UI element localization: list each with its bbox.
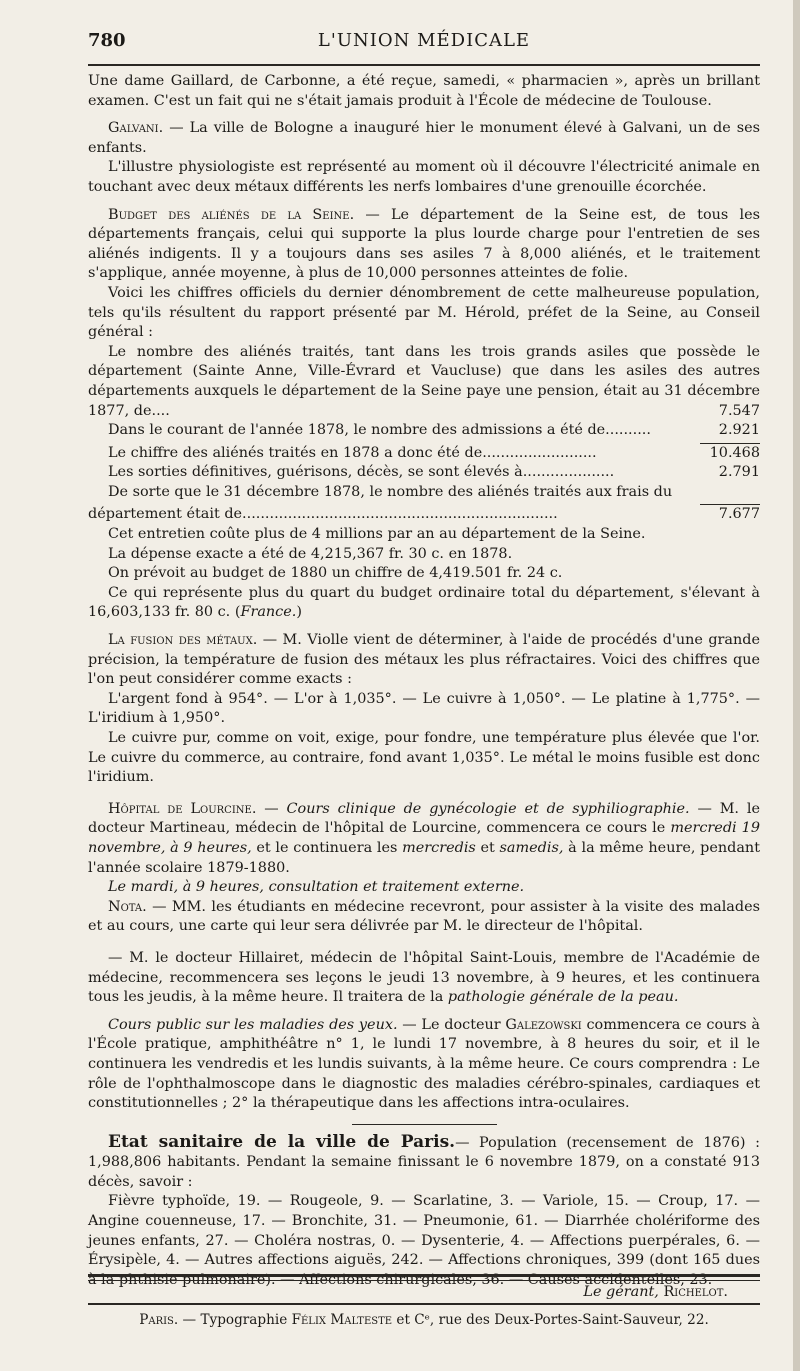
lourcine-heading: Hôpital de Lourcine. (108, 800, 257, 817)
galvani-paragraph: Galvani. — La ville de Bologne a inauguré hier le monument élevé à Galvani, un de ses enfants. (88, 120, 760, 156)
fusion-heading: La fusion des métaux. (108, 632, 258, 649)
gerant-signature: Le gérant, Richelot. (583, 1284, 728, 1300)
etat-paragraph: Etat sanitaire de la ville de Paris.— Population (recensement de 1876) : 1,988,806 habitants. Pendant la semaine finissant le 6 novembre 1879, on a constaté 913 décès, savoir : (88, 1131, 760, 1190)
budget-paragraph-8: Ce qui représente plus du quart du budget ordinaire total du département, s'élevant à 16,603,133 fr. 80 c. (France.) (88, 584, 760, 621)
hillairet-paragraph: — M. le docteur Hillairet, médecin de l'hôpital Saint-Louis, membre de l'Académie de médecine, recommencera ses leçons le jeudi 13 novembre, à 9 heures, et les continuera tous les jeudis, à la même heure. Il traitera de la pathologie générale de la peau. (88, 949, 760, 1006)
etat-paragraph-2: Fièvre typhoïde, 19. — Rougeole, 9. — Scarlatine, 3. — Variole, 15. — Croup, 17. — Angine couenneuse, 17. — Bronchite, 31. — Pneumonie, 61. — Diarrhée cholériforme des jeunes enfants, 27. — Choléra nostras, 0. — Dysenterie, 4. — Affections puerpérales, 6. — Érysipèle, 4. — Autres affections aiguës, 242. — Affections chroniques, 399 (dont 165 dues à la phthisie pulmonaire). — Affections chirurgicales, 36. — Causes accidentelles, 23. (88, 1193, 760, 1288)
yeux-course: Cours public sur les maladies des yeux. (108, 1016, 398, 1033)
etat-heading: Etat sanitaire de la ville de Paris. (108, 1131, 456, 1152)
budget-heading: Budget des aliénés de la Seine. (108, 206, 355, 223)
fusion-paragraph-2: L'argent fond à 954°. — L'or à 1,035°. — Le cuivre à 1,050°. — Le platine à 1,775°. — L'iridium à 1,950°. (88, 690, 760, 727)
lourcine-paragraph: Hôpital de Lourcine. — Cours clinique de gynécologie et de syphiliographie. — M. le docteur Martineau, médecin de l'hôpital de Lourcine, commencera ce cours le mercredi 19 novembre, à 9 heures, et le continuera les mercredis et samedis, à la même heure, pendant l'année scolaire 1879-1880. (88, 800, 760, 876)
budget-paragraph-3: Le nombre des aliénés traités, tant dans les trois grands asiles que possède le département (Sainte Anne, Ville-Évrard et Vaucluse) que dans les asiles des autres départements auxquels le département de la Seine paye une pension, était au 31 décembre 1877, de.... 7.547 (88, 343, 760, 421)
fusion-paragraph-3: Le cuivre pur, comme on voit, exige, pour fondre, une température plus élevée que l'or. Le cuivre du commerce, au contraire, fond avant 1,035°. Le métal le moins fusible est donc l'iridium. (88, 730, 760, 786)
article-body (88, 72, 760, 1290)
nota-heading: Nota. (108, 898, 147, 915)
running-title: L'UNION MÉDICALE (317, 30, 531, 51)
source-france: France. (240, 604, 297, 621)
budget-paragraph-7: On prévoit au budget de 1880 un chiffre de 4,419.501 fr. 24 c. (108, 565, 563, 582)
budget-paragraph-2: Voici les chiffres officiels du dernier dénombrement de cette malheureuse population, tels qu'ils résultent du rapport présenté par M. Hérold, préfet de la Seine, au Conseil général : (88, 284, 760, 341)
section-divider (352, 1124, 497, 1125)
budget-row-admissions: Dans le courant de l'année 1878, le nombre des admissions a été de.......... 2.921 (108, 422, 760, 439)
lourcine-consultation: Le mardi, à 9 heures, consultation et traitement externe. (108, 879, 525, 896)
page-number: 780 (88, 30, 126, 51)
budget-row-exits: Les sorties définitives, guérisons, décès, se sont élevés à.................... 2.791 (108, 464, 760, 481)
yeux-paragraph: Cours public sur les maladies des yeux. — Le docteur Galezowski commencera ce cours à l'École pratique, amphithéâtre n° 1, le lundi 17 novembre, à 8 heures du soir, et il le continuera les vendredis et les lundis suivants, à la même heure. Ce cours comprendra : Le rôle de l'ophthalmoscope dans le diagnostic des maladies cérébro-spinales, cardiaques et constitutionnelles ; 2° la thérapeutique dans les affections intra-oculaires. (88, 1016, 760, 1112)
fusion-paragraph: La fusion des métaux. — M. Violle vient de déterminer, à l'aide de procédés d'une grande précision, la température de fusion des métaux les plus réfractaires. Voici des chiffres que l'on peut considérer comme exacts : (88, 632, 760, 688)
header-rule (88, 64, 760, 66)
footer-rule-bottom (88, 1303, 760, 1305)
budget-paragraph: Budget des aliénés de la Seine. — Le département de la Seine est, de tous les départements français, celui qui supporte la plus lourde charge pour l'entretien de ses aliénés indigents. Il y a toujours dans ses asiles 7 à 8,000 aliénés, et le traitement s'applique, année moyenne, à plus de 10,000 personnes atteintes de folie. (88, 206, 760, 282)
page-header (88, 30, 760, 60)
budget-row-remaining: département était de..................................................................... 7.677 (88, 506, 760, 523)
budget-paragraph-4: De sorte que le 31 décembre 1878, le nombre des aliénés traités aux frais du (108, 483, 673, 500)
printer-imprint: Paris. — Typographie Félix Malteste et Cᵉ, rue des Deux-Portes-Saint-Sauveur, 22. (139, 1312, 709, 1328)
budget-paragraph-6: La dépense exacte a été de 4,215,367 fr. 30 c. en 1878. (108, 545, 513, 562)
budget-row-total: Le chiffre des aliénés traités en 1878 a donc été de......................... 10.468 (108, 444, 760, 461)
page-edge (793, 0, 800, 1371)
carbonne-paragraph: Une dame Gaillard, de Carbonne, a été reçue, samedi, « pharmacien », après un brillant examen. C'est un fait qui ne s'était jamais produit à l'École de médecine de Toulouse. (88, 73, 760, 109)
footer-rule-thin (88, 1280, 760, 1281)
galvani-heading: Galvani. (108, 120, 164, 137)
budget-paragraph-5: Cet entretien coûte plus de 4 millions par an au département de la Seine. (108, 526, 646, 543)
footer-rule-thick (88, 1274, 760, 1277)
galvani-paragraph-2: L'illustre physiologiste est représenté au moment où il découvre l'électricité animale en touchant avec deux métaux différents les nerfs lombaires d'une grenouille écorchée. (88, 159, 760, 195)
lourcine-nota: Nota. — MM. les étudiants en médecine recevront, pour assister à la visite des malades et au cours, une carte qui leur sera délivrée par M. le directeur de l'hôpital. (88, 898, 760, 935)
value-1877: 7.547 (718, 402, 760, 419)
